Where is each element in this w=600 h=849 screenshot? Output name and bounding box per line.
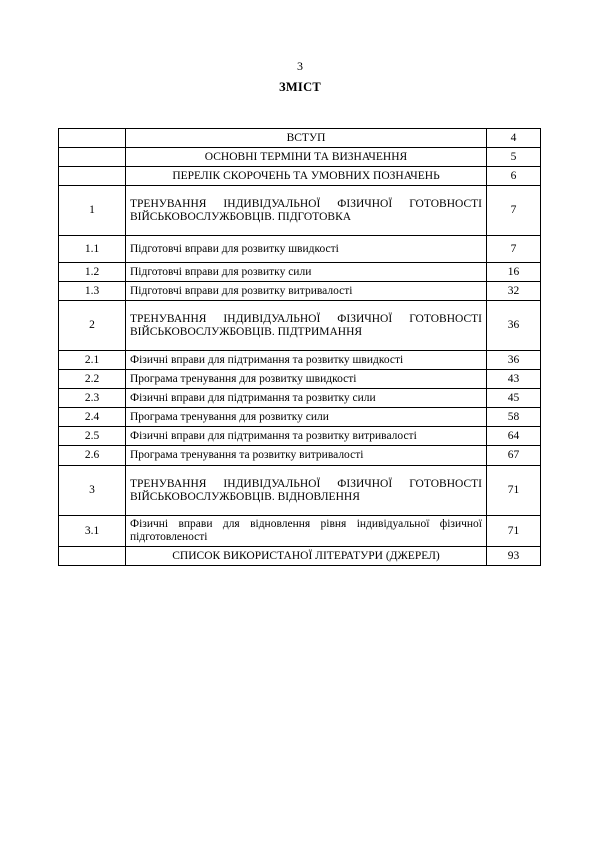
toc-section-title: Програма тренування для розвитку швидкості bbox=[126, 370, 487, 389]
toc-section-number bbox=[59, 547, 126, 566]
toc-page-number: 71 bbox=[487, 466, 541, 516]
toc-section-title: Підготовчі вправи для розвитку витривалості bbox=[126, 282, 487, 301]
toc-section-number: 2.2 bbox=[59, 370, 126, 389]
toc-section-title: Підготовчі вправи для розвитку сили bbox=[126, 263, 487, 282]
toc-section-title: ТРЕНУВАННЯ ІНДИВІДУАЛЬНОЇ ФІЗИЧНОЇ ГОТОВНОСТІ ВІЙСЬКОВОСЛУЖБОВЦІВ. ПІДТРИМАННЯ bbox=[126, 301, 487, 351]
toc-section-number: 2.5 bbox=[59, 427, 126, 446]
toc-section-number: 1.3 bbox=[59, 282, 126, 301]
toc-page-number: 36 bbox=[487, 301, 541, 351]
toc-row bbox=[59, 263, 541, 282]
toc-table bbox=[58, 128, 541, 566]
toc-page-number: 64 bbox=[487, 427, 541, 446]
toc-row bbox=[59, 370, 541, 389]
toc-row bbox=[59, 389, 541, 408]
toc-row bbox=[59, 408, 541, 427]
toc-page-number: 58 bbox=[487, 408, 541, 427]
toc-page-number: 6 bbox=[487, 167, 541, 186]
toc-section-title: СПИСОК ВИКОРИСТАНОЇ ЛІТЕРАТУРИ (ДЖЕРЕЛ) bbox=[126, 547, 487, 566]
toc-section-number: 3 bbox=[59, 466, 126, 516]
toc-section-number: 3.1 bbox=[59, 516, 126, 547]
toc-page-number: 7 bbox=[487, 186, 541, 236]
toc-section-number bbox=[59, 167, 126, 186]
toc-section-number: 1.1 bbox=[59, 236, 126, 263]
toc-page-number: 32 bbox=[487, 282, 541, 301]
toc-section-title: Програма тренування для розвитку сили bbox=[126, 408, 487, 427]
toc-page-number: 16 bbox=[487, 263, 541, 282]
toc-section-title: ОСНОВНІ ТЕРМІНИ ТА ВИЗНАЧЕННЯ bbox=[126, 148, 487, 167]
toc-row bbox=[59, 427, 541, 446]
toc-section-title: Фізичні вправи для підтримання та розвитку сили bbox=[126, 389, 487, 408]
toc-page-number: 43 bbox=[487, 370, 541, 389]
toc-row bbox=[59, 466, 541, 516]
toc-page-number: 4 bbox=[487, 129, 541, 148]
toc-section-number: 2.3 bbox=[59, 389, 126, 408]
toc-section-number: 2.6 bbox=[59, 446, 126, 466]
toc-section-title: ТРЕНУВАННЯ ІНДИВІДУАЛЬНОЇ ФІЗИЧНОЇ ГОТОВНОСТІ ВІЙСЬКОВОСЛУЖБОВЦІВ. ПІДГОТОВКА bbox=[126, 186, 487, 236]
toc-section-number: 2 bbox=[59, 301, 126, 351]
toc-section-title: ВСТУП bbox=[126, 129, 487, 148]
toc-section-title: ПЕРЕЛІК СКОРОЧЕНЬ ТА УМОВНИХ ПОЗНАЧЕНЬ bbox=[126, 167, 487, 186]
toc-row bbox=[59, 236, 541, 263]
toc-row bbox=[59, 282, 541, 301]
toc-page-number: 67 bbox=[487, 446, 541, 466]
toc-section-number: 1 bbox=[59, 186, 126, 236]
toc-page-number: 7 bbox=[487, 236, 541, 263]
toc-row bbox=[59, 301, 541, 351]
toc-section-title: ТРЕНУВАННЯ ІНДИВІДУАЛЬНОЇ ФІЗИЧНОЇ ГОТОВНОСТІ ВІЙСЬКОВОСЛУЖБОВЦІВ. ВІДНОВЛЕННЯ bbox=[126, 466, 487, 516]
toc-page-number: 71 bbox=[487, 516, 541, 547]
toc-section-title: Фізичні вправи для підтримання та розвитку витривалості bbox=[126, 427, 487, 446]
toc-page-number: 45 bbox=[487, 389, 541, 408]
toc-row bbox=[59, 351, 541, 370]
toc-section-number bbox=[59, 148, 126, 167]
toc-row bbox=[59, 446, 541, 466]
toc-section-title: Програма тренування та розвитку витривалості bbox=[126, 446, 487, 466]
toc-row bbox=[59, 167, 541, 186]
page-title: ЗМІСТ bbox=[278, 80, 322, 94]
toc-section-number bbox=[59, 129, 126, 148]
toc-page-number: 36 bbox=[487, 351, 541, 370]
toc-section-title: Фізичні вправи для відновлення рівня індивідуальної фізичної підготовленості bbox=[126, 516, 487, 547]
toc-row bbox=[59, 547, 541, 566]
toc-row bbox=[59, 186, 541, 236]
toc-section-title: Підготовчі вправи для розвитку швидкості bbox=[126, 236, 487, 263]
toc-section-title: Фізичні вправи для підтримання та розвитку швидкості bbox=[126, 351, 487, 370]
toc-page-number: 5 bbox=[487, 148, 541, 167]
toc-section-number: 2.1 bbox=[59, 351, 126, 370]
toc-row bbox=[59, 516, 541, 547]
toc-section-number: 1.2 bbox=[59, 263, 126, 282]
toc-section-number: 2.4 bbox=[59, 408, 126, 427]
page-number: 3 bbox=[297, 59, 303, 73]
toc-page-number: 93 bbox=[487, 547, 541, 566]
toc-row bbox=[59, 148, 541, 167]
toc-row bbox=[59, 129, 541, 148]
